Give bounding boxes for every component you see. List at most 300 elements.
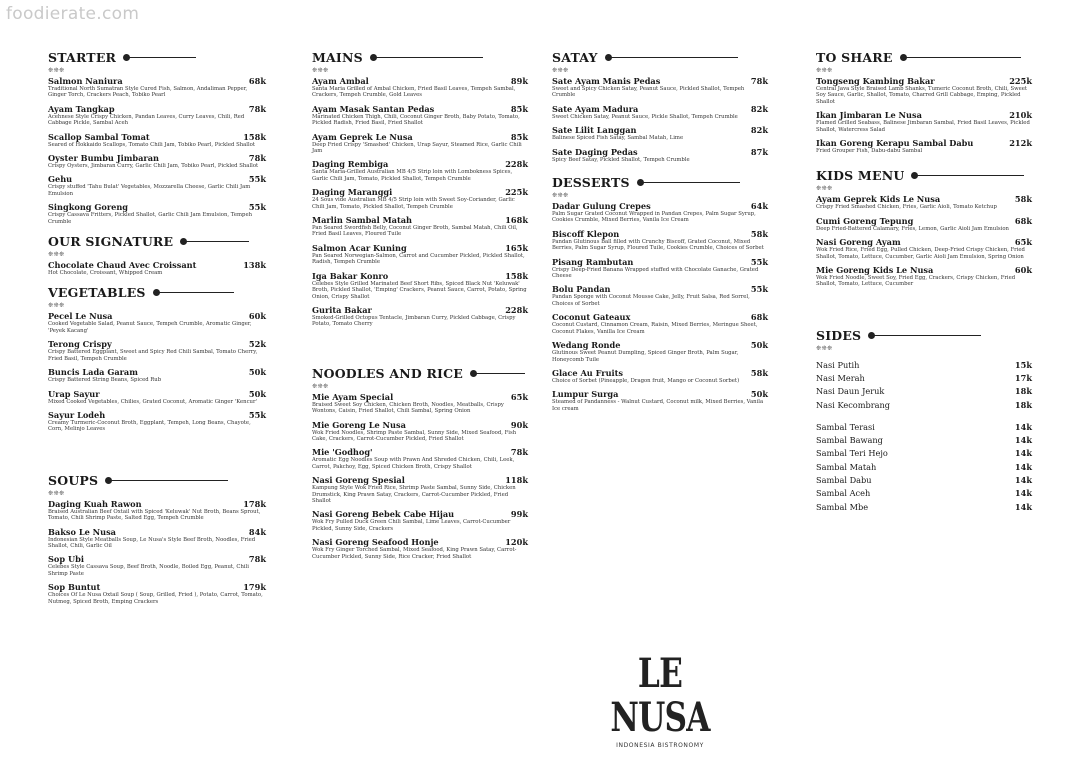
menu-item-name: Lumpur Surga: [552, 389, 619, 400]
stars-ornament: ❊❊❊: [48, 67, 65, 74]
menu-item-description: Seared of Hokkaido Scallops, Tomato Chili Jam, Tobiko Pearl, Pickled Shallot: [48, 141, 255, 148]
menu-item: [552, 147, 768, 163]
menu-item-row: [48, 202, 266, 212]
menu-item-description: Choice of Sorbet (Pineapple, Dragon fruit, Mango or Coconut Sorbet): [552, 377, 740, 384]
menu-item-name: Oyster Bumbu Jimbaran: [48, 153, 159, 164]
menu-item-row: [552, 147, 768, 157]
menu-item-name: Nasi Goreng Spesial: [312, 475, 405, 486]
arrow-decoration: [473, 373, 525, 374]
menu-item: [816, 237, 1032, 260]
menu-item-description: Wok Fried Noodles, Shrimp Paste Sambal, Sunny Side, Mixed Seafood, Fish Cake, Crackers, Carrot-Cucumber Pickled, Fried Shallot: [312, 429, 517, 442]
menu-item-description: Crispy Battered String Beans, Spiced Rub: [48, 377, 162, 384]
side-item-price: 14k: [1014, 474, 1032, 485]
menu-item: [816, 265, 1032, 288]
menu-item-description: Cooked Vegetable Salad, Peanut Sauce, Tempeh Crumble, Aromatic Ginger, 'Peyek Kacang': [48, 321, 252, 334]
menu-item-name: Ikan Goreng Kerapu Sambal Dabu: [816, 138, 974, 149]
menu-item-name: Sayur Lodeh: [48, 409, 106, 420]
menu-item-name: Salmon Naniura: [48, 76, 123, 86]
menu-item-row: [48, 153, 266, 163]
menu-item: [312, 76, 528, 99]
menu-item-description: Palm Sugar Grated Coconut Wrapped in Pandan Crepes, Palm Sugar Syrup, Cookies Crumble, Mixed Berries, Vanila Ice Cream: [552, 211, 756, 224]
menu-item-price: 225k: [1009, 76, 1032, 86]
menu-item-price: 55k: [248, 409, 266, 420]
section-noodles-rice: [312, 366, 528, 560]
menu-item-row: [48, 311, 266, 321]
side-item: [816, 422, 1032, 432]
stars-ornament: ❊❊❊: [48, 489, 65, 497]
menu-item: [312, 509, 528, 532]
section-title-text: OUR SIGNATURE: [48, 234, 179, 249]
menu-item-row: [48, 527, 266, 537]
menu-item-row: [552, 201, 768, 211]
side-item-name: Sambal Terasi: [816, 421, 875, 432]
menu-item-price: 68k: [750, 312, 768, 323]
menu-item-price: 120k: [505, 537, 528, 548]
section-vegetables: [48, 285, 266, 432]
menu-item-name: Ayam Ambal: [312, 76, 369, 86]
side-item: [816, 488, 1032, 498]
arrow-decoration: [108, 480, 228, 481]
menu-item-row: [48, 339, 266, 349]
menu-item-price: 212k: [1009, 138, 1032, 149]
stars-ornament: ❊❊❊: [816, 185, 833, 193]
menu-item-name: Mie Ayam Special: [312, 391, 394, 402]
menu-item-name: Mie Goreng Le Nusa: [312, 419, 406, 430]
menu-item-price: 225k: [505, 187, 528, 198]
menu-item-description: Santa Maria-Grilled Australian MB 4/5 Strip loin with Lombokness Spices, Garlic Chili Jam, Tomato, Pickled Shallot, Tempeh Crumble: [312, 169, 513, 182]
menu-item-row: [552, 229, 768, 239]
side-item-name: Sambal Dabu: [816, 474, 872, 485]
menu-item: [48, 554, 266, 577]
side-item-name: Sambal Aceh: [816, 488, 871, 499]
menu-item-price: 58k: [750, 367, 768, 378]
section-title: [816, 328, 1032, 344]
menu-item-price: 55k: [750, 284, 768, 295]
brand-logo: [590, 652, 730, 749]
menu-item: [816, 110, 1032, 133]
menu-item: [552, 229, 768, 252]
menu-item-row: [816, 237, 1032, 247]
menu-item-price: 210k: [1009, 110, 1032, 121]
menu-item: [48, 311, 266, 334]
section-title: [312, 366, 528, 382]
menu-item-price: 228k: [505, 159, 528, 170]
watermark: foodierate.com: [6, 4, 140, 24]
menu-item-price: 60k: [1014, 265, 1032, 276]
menu-item-description: Crispy stuffed 'Tahu Bulat' Vegetables, Mozzarella Cheese, Garlic Chili Jam Emulsion: [48, 184, 251, 197]
menu-item-price: 179k: [243, 582, 266, 593]
stars-ornament: ❊❊❊: [48, 302, 65, 310]
menu-item-description: Hot Chocolate, Croissant, Whipped Cream: [48, 270, 163, 277]
menu-item-row: [312, 215, 528, 225]
menu-item: [552, 104, 768, 120]
menu-item-description: Sweet and Spicy Chicken Satay, Peanut Sauce, Pickled Shallot, Tempeh Crumble: [552, 86, 745, 99]
stars-ornament: ❊❊❊: [312, 382, 329, 390]
menu-item-description: Balinese Spiced Fish Satay, Sambal Matah, Lime: [552, 135, 684, 142]
section-desserts: [552, 175, 768, 412]
menu-item: [312, 104, 528, 127]
side-item-price: 14k: [1014, 421, 1032, 432]
menu-column-2: [312, 50, 528, 565]
section-title: [48, 285, 266, 301]
section-title: [48, 50, 266, 66]
menu-item-row: [312, 104, 528, 114]
menu-item-name: Glace Au Fruits: [552, 367, 624, 378]
menu-item-row: [312, 420, 528, 430]
menu-item-description: Spicy Beef Satay, Pickled Shallot, Tempeh Crumble: [552, 156, 690, 163]
menu-item-name: Sop Buntut: [48, 582, 101, 593]
menu-item-description: Pan Seared Norwegian-Salmon, Carrot and Cucumber Pickled, Pickled Shallot, Radish, Tempeh Crumble: [312, 252, 525, 266]
menu-item-row: [552, 257, 768, 267]
menu-item-name: Ikan Jimbaran Le Nusa: [816, 110, 922, 121]
section-kids-menu: [816, 168, 1032, 287]
side-item-name: Sambal Bawang: [816, 435, 883, 446]
menu-item-row: [48, 582, 266, 592]
menu-item-row: [312, 537, 528, 547]
menu-item: [312, 447, 528, 470]
menu-item-price: 118k: [505, 475, 528, 486]
menu-item: [552, 125, 768, 141]
section-sides: [816, 328, 1032, 512]
menu-item-price: 78k: [510, 447, 528, 458]
menu-column-3: [552, 50, 768, 417]
menu-item-description: Pan Seared Swordfish Belly, Coconut Ginger Broth, Sambal Matah, Chili Oil, Fried Basil Leaves, Floured Tuile: [312, 225, 518, 238]
section-title-text: KIDS MENU: [816, 168, 910, 183]
menu-item: [312, 187, 528, 210]
menu-item-price: 50k: [750, 389, 768, 400]
menu-item-description: Wok Fried Noodle, Sweet Soy, Fried Egg, Crackers, Crispy Chicken, Fried Shallot, Tomato, Lettuce, Cucumber: [816, 275, 1016, 288]
menu-item-price: 85k: [510, 103, 528, 114]
section-title-text: NOODLES AND RICE: [312, 366, 469, 381]
section-to-share: [816, 50, 1032, 154]
section-title-text: TO SHARE: [816, 50, 899, 65]
menu-item-name: Wedang Ronde: [552, 340, 621, 351]
menu-item-description: Wok Fry Pulled Duck Green Chili Sambal, Lime Leaves, Carrot-Cucumber Pickled, Sunny Side, Crackers: [312, 519, 511, 532]
menu-item-row: [312, 76, 528, 86]
menu-item: [48, 132, 266, 148]
menu-item-row: [816, 138, 1032, 148]
menu-item: [552, 284, 768, 307]
menu-column-4: [816, 50, 1032, 515]
menu-item-price: 138k: [243, 260, 266, 271]
menu-item-price: 64k: [750, 201, 768, 212]
brand-name: LE NUSA: [610, 650, 710, 741]
menu-item: [552, 257, 768, 280]
stars-ornament: ❊❊❊: [552, 67, 569, 74]
side-item-name: Sambal Matah: [816, 461, 877, 472]
menu-item-name: Nasi Goreng Seafood Honje: [312, 537, 439, 548]
menu-item-row: [48, 389, 266, 399]
menu-item-name: Bakso Le Nusa: [48, 526, 116, 537]
menu-item-price: 65k: [1014, 237, 1032, 248]
menu-item-description: Flamed Grilled Seabass, Balinese Jimbaran Sambal, Fried Basil Leaves, Pickled Shallot, Watercress Salad: [816, 120, 1030, 133]
menu-item-price: 90k: [510, 419, 528, 430]
menu-item-price: 78k: [248, 554, 266, 565]
side-item-name: Sambal Mbe: [816, 501, 869, 512]
menu-item-description: 24 Sous vide Australian MB 4/5 Strip loin with Sweet Soy-Coriander, Garlic Chili Jam, Tomato, Pickled Shallot, Tempeh Crumble: [312, 197, 515, 210]
menu-item-name: Daging Maranggi: [312, 187, 393, 198]
menu-item-description: Smoked-Grilled Octopus Tentacle, Jimbaran Curry, Pickled Cabbage, Crispy Potato, Tomato Cherry: [312, 314, 516, 328]
menu-item-price: 68k: [248, 76, 266, 86]
menu-item: [312, 305, 528, 328]
menu-item-description: Pandan Glutinous Ball filled with Crunchy Biscoff, Grated Coconut, Mixed Berries, Palm Sugar Syrup, Floured Tuile, Cookies Crumble, Choices of Sorbet: [552, 238, 764, 252]
menu-item-price: 84k: [248, 526, 266, 537]
menu-item: [312, 537, 528, 560]
menu-item-description: Choices Of Le Nusa Oxtail Soup ( Soup, Grilled, Fried ), Potato, Carrot, Tomato, Nutmeg, Spiced Broth, Emping Crackers: [48, 592, 263, 605]
section-title-text: SATAY: [552, 50, 604, 65]
menu-item-price: 82k: [750, 125, 768, 136]
menu-item: [48, 582, 266, 605]
menu-item: [48, 153, 266, 169]
menu-item-description: Kampung Style Wok Fried Rice, Shrimp Paste Sambal, Sunny Side, Chicken Drumstick, King Prawn Satay, Crackers, Carrot-Cucumber Pickled, Fried Shallot: [312, 485, 516, 504]
side-item-price: 18k: [1014, 386, 1032, 397]
menu-item-row: [552, 284, 768, 294]
menu-item-row: [552, 340, 768, 350]
menu-item-price: 158k: [243, 131, 266, 142]
menu-item-name: Terong Crispy: [48, 339, 112, 350]
menu-item-name: Marlin Sambal Matah: [312, 215, 412, 226]
menu-item-description: Traditional North Sumatran Style Cured Fish, Salmon, Andaliman Pepper, Ginger Torch, Crackers Peach, Tobiko Pearl: [48, 86, 248, 99]
menu-item-name: Ayam Masak Santan Pedas: [312, 103, 435, 114]
menu-item-name: Scallop Sambal Tomat: [48, 131, 150, 142]
side-item-price: 14k: [1014, 461, 1032, 472]
menu-item-description: Coconut Custard, Cinnamon Cream, Raisin, Mixed Berries, Meringue Sheet, Coconut Flakes, Vanilla Ice Cream: [552, 322, 758, 335]
menu-item-name: Chocolate Chaud Avec Croissant: [48, 260, 197, 271]
menu-item: [48, 174, 266, 197]
side-item-name: Nasi Daun Jeruk: [816, 386, 885, 397]
menu-item-price: 68k: [1014, 215, 1032, 226]
menu-item: [312, 271, 528, 300]
menu-item-price: 228k: [505, 304, 528, 315]
menu-item-price: 50k: [248, 367, 266, 378]
menu-item: [816, 194, 1032, 210]
menu-item-name: Ayam Geprek Le Nusa: [312, 131, 413, 142]
menu-item-description: Fried Grouper Fish, Dabu-dabu Sambal: [816, 148, 923, 155]
menu-item-row: [312, 132, 528, 142]
section-title: [48, 234, 266, 250]
menu-item-description: Crispy Oysters, Jimbaran Curry, Garlic Chili Jam, Tobiko Pearl, Pickled Shallot: [48, 163, 259, 170]
menu-item-row: [312, 187, 528, 197]
menu-item-name: Ayam Geprek Kids Le Nusa: [816, 194, 941, 205]
menu-item-price: 168k: [505, 215, 528, 226]
menu-item-description: Marinated Chicken Thigh, Chili, Coconut Ginger Broth, Baby Potato, Tomato, Pickled Radish, Fried Basil, Fried Shallot: [312, 113, 520, 127]
side-item-name: Nasi Putih: [816, 359, 860, 370]
section-title: [816, 50, 1032, 66]
menu-item: [816, 76, 1032, 105]
side-item-price: 14k: [1014, 501, 1032, 512]
side-item: [816, 435, 1032, 445]
menu-item-row: [48, 104, 266, 114]
menu-item: [48, 499, 266, 522]
section-mains: [312, 50, 528, 328]
menu-item-description: Indonesian Style Meatballs Soup, Le Nusa's Style Beef Broth, Noodles, Fried Shallot, Chili, Garlic Oil: [48, 536, 256, 549]
menu-item-row: [312, 392, 528, 402]
section-title: [816, 168, 1032, 184]
menu-item-description: Deep Fried-Battered Calamary, Fries, Lemon, Garlic Aioli Jam Emulsion: [816, 225, 1009, 232]
menu-item-description: Braised Sweet Soy Chicken, Chicken Broth, Noodles, Meatballs, Crispy Wontons, Caisin, Fried Shallot, Chili Sambal, Spring Onion: [312, 401, 504, 415]
menu-item-name: Sate Lilit Langgan: [552, 125, 637, 136]
menu-item-name: Biscoff Klepon: [552, 228, 620, 239]
menu-item-price: 158k: [505, 270, 528, 281]
menu-item-name: Gehu: [48, 174, 73, 185]
menu-item-row: [552, 125, 768, 135]
menu-item-row: [48, 410, 266, 420]
section-title: [48, 473, 266, 489]
menu-item-row: [312, 305, 528, 315]
menu-item-name: Buncis Lada Garam: [48, 367, 138, 378]
menu-item: [48, 339, 266, 362]
side-item-name: Nasi Kecombrang: [816, 399, 891, 410]
section-satay: [552, 50, 768, 163]
menu-item: [312, 132, 528, 155]
side-item-price: 14k: [1014, 488, 1032, 499]
menu-item-row: [48, 367, 266, 377]
menu-item-price: 178k: [243, 498, 266, 509]
menu-column-1: [48, 50, 266, 610]
brand-tagline: INDONESIA BISTRONOMY: [616, 742, 704, 749]
menu-item-description: Braised Australian Beef Oxtail with Spiced 'Keluwak' Nut Broth, Beans Sprout, Tomato, Chili Shrimp Paste, Salted Egg, Tempeh Crumble: [48, 508, 261, 522]
menu-item-description: Santa Maria Grilled of Ambal Chicken, Fried Basil Leaves, Tempeh Sambal, Crackers, Tempeh Crumble, Gold Leaves: [312, 86, 516, 99]
menu-item-row: [552, 76, 768, 86]
menu-item: [48, 389, 266, 405]
menu-item-description: Central Java Style Braised Lamb Shanks, Tumeric Coconut Broth, Chili, Sweet Soy Sauce, Garlic, Shallot, Tomato, Charred Grill Cabbage, Emping, Pickled Shallot: [816, 86, 1028, 105]
menu-item-row: [816, 216, 1032, 226]
menu-item-price: 58k: [1014, 194, 1032, 205]
menu-item-price: 50k: [248, 388, 266, 399]
menu-item: [552, 76, 768, 99]
menu-item-row: [48, 554, 266, 564]
menu-item-price: 99k: [510, 509, 528, 520]
section-title-text: VEGETABLES: [48, 285, 152, 300]
menu-item-price: 165k: [505, 242, 528, 253]
menu-item-price: 89k: [510, 76, 528, 86]
menu-item-name: Cumi Goreng Tepung: [816, 215, 914, 226]
menu-item: [816, 216, 1032, 232]
menu-item: [312, 215, 528, 238]
menu-item-price: 82k: [750, 103, 768, 114]
menu-item-name: Sate Daging Pedas: [552, 146, 638, 157]
section-title-text: DESSERTS: [552, 175, 636, 190]
section-title: [552, 50, 768, 66]
menu-item-name: Gurita Bakar: [312, 304, 372, 315]
menu-item-row: [816, 76, 1032, 86]
menu-item-row: [312, 475, 528, 485]
menu-item-price: 55k: [248, 202, 266, 213]
menu-item-row: [552, 312, 768, 322]
menu-item-row: [816, 194, 1032, 204]
side-item-name: Sambal Teri Hejo: [816, 448, 888, 459]
menu-item-name: Daging Rembiga: [312, 159, 389, 170]
menu-item-description: Crispy Deep-Fried Banana Wrapped stuffed with Chocolate Ganache, Grated Cheese: [552, 266, 759, 280]
menu-item-price: 55k: [750, 256, 768, 267]
menu-item-row: [312, 447, 528, 457]
arrow-decoration: [126, 57, 196, 58]
menu-item-description: Creamy Turmeric-Coconut Broth, Eggplant, Tempeh, Long Beans, Chayote, Corn, Melinjo Leaves: [48, 419, 251, 433]
menu-item: [48, 260, 266, 276]
menu-item-name: Daging Kuah Rawon: [48, 498, 142, 509]
menu-item-price: 55k: [248, 174, 266, 185]
menu-item-name: Sate Ayam Manis Pedas: [552, 76, 661, 86]
menu-item-row: [552, 368, 768, 378]
arrow-decoration: [871, 335, 981, 336]
menu-item-description: Crispy Battered Eggplant, Sweet and Spicy Red Chili Sambal, Tomato Cherry, Fried Basil, Tempeh Crumble: [48, 349, 258, 362]
menu-item: [552, 312, 768, 335]
side-item: [816, 462, 1032, 472]
section-title-text: SOUPS: [48, 473, 104, 488]
menu-item-description: Deep Fried Crispy 'Smashed' Chicken, Urap Sayur, Steamed Rice, Garlic Chili Jam: [312, 141, 522, 155]
menu-item-row: [552, 389, 768, 399]
side-item: [816, 502, 1032, 512]
menu-item-row: [48, 76, 266, 86]
section-title-text: STARTER: [48, 50, 122, 65]
menu-item-description: Celebes Style Cassava Soup, Beef Broth, Noodle, Boiled Egg, Peanut, Chili Shrimp Paste: [48, 564, 249, 577]
menu-item-description: Steamed of Pandanness - Walnut Custard, Coconut milk, Mixed Berries, Vanila Ice cream: [552, 399, 764, 412]
menu-item-row: [312, 509, 528, 519]
menu-item-name: Nasi Goreng Bebek Cabe Hijau: [312, 509, 455, 520]
menu-item-name: Dadar Gulung Crepes: [552, 201, 651, 212]
menu-item-row: [312, 243, 528, 253]
menu-item-name: Mie 'Godhog': [312, 447, 373, 458]
menu-item-row: [552, 104, 768, 114]
menu-item-name: Ayam Tangkap: [48, 103, 115, 114]
stars-ornament: ❊❊❊: [312, 67, 329, 74]
menu-item: [312, 475, 528, 504]
menu-item-row: [48, 260, 266, 270]
sides-group: [816, 422, 1032, 512]
menu-item-description: Mixed Cooked Vegetables, Chilies, Grated Coconut, Aromatic Ginger 'Kencur': [48, 398, 257, 405]
menu-item-price: 78k: [248, 103, 266, 114]
side-item-price: 18k: [1014, 399, 1032, 410]
section-title-text: SIDES: [816, 328, 867, 343]
menu-item-row: [312, 271, 528, 281]
menu-item-price: 78k: [248, 153, 266, 164]
menu-item-description: Celebes Style Grilled Marinated Beef Short Ribs, Spiced Black Nut 'Keluwak' Broth, Pickled Shallot, 'Emping' Crackers, Peanut Sauce, Carrot, Potato, Spring Onion, Crispy Shallot: [312, 280, 527, 300]
side-item: [816, 448, 1032, 458]
side-item-price: 14k: [1014, 448, 1032, 459]
menu-item: [48, 104, 266, 127]
stars-ornament: ❊❊❊: [816, 344, 833, 352]
menu-item-description: Sweet Chicken Satay, Peanut Sauce, Pickle Shallot, Tempeh Crumble: [552, 113, 738, 120]
menu-item-description: Crispy Fried Smashed Chicken, Fries, Garlic Aioli, Tomato Ketchup: [816, 204, 997, 211]
menu-item-name: Sop Ubi: [48, 554, 84, 565]
side-item: [816, 400, 1032, 410]
menu-item-name: Singkong Goreng: [48, 202, 129, 213]
menu-item-name: Pisang Rambutan: [552, 256, 634, 267]
menu-item-name: Pecel Le Nusa: [48, 311, 113, 322]
side-item: [816, 373, 1032, 383]
menu-item-name: Bolu Pandan: [552, 284, 611, 295]
section-soups: [48, 473, 266, 605]
menu-item-description: Acehnese Style Crispy Chicken, Pandan Leaves, Curry Leaves, Chili, Red Cabbage Pickle, Sambal Aceh: [48, 113, 245, 127]
menu-item-name: Mie Goreng Kids Le Nusa: [816, 265, 934, 276]
side-item-price: 14k: [1014, 435, 1032, 446]
menu-item-row: [816, 265, 1032, 275]
menu-item-price: 87k: [750, 146, 768, 157]
arrow-decoration: [156, 292, 234, 293]
arrow-decoration: [183, 241, 249, 242]
section-title: [552, 175, 768, 191]
menu-item-name: Iga Bakar Konro: [312, 270, 389, 281]
arrow-decoration: [914, 175, 1024, 176]
menu-item-name: Coconut Gateaux: [552, 312, 631, 323]
arrow-decoration: [373, 57, 483, 58]
arrow-decoration: [608, 57, 738, 58]
stars-ornament: ❊❊❊: [48, 251, 65, 259]
menu-item: [552, 201, 768, 224]
side-item: [816, 386, 1032, 396]
sides-group: [816, 360, 1032, 410]
section-signature: [48, 234, 266, 276]
